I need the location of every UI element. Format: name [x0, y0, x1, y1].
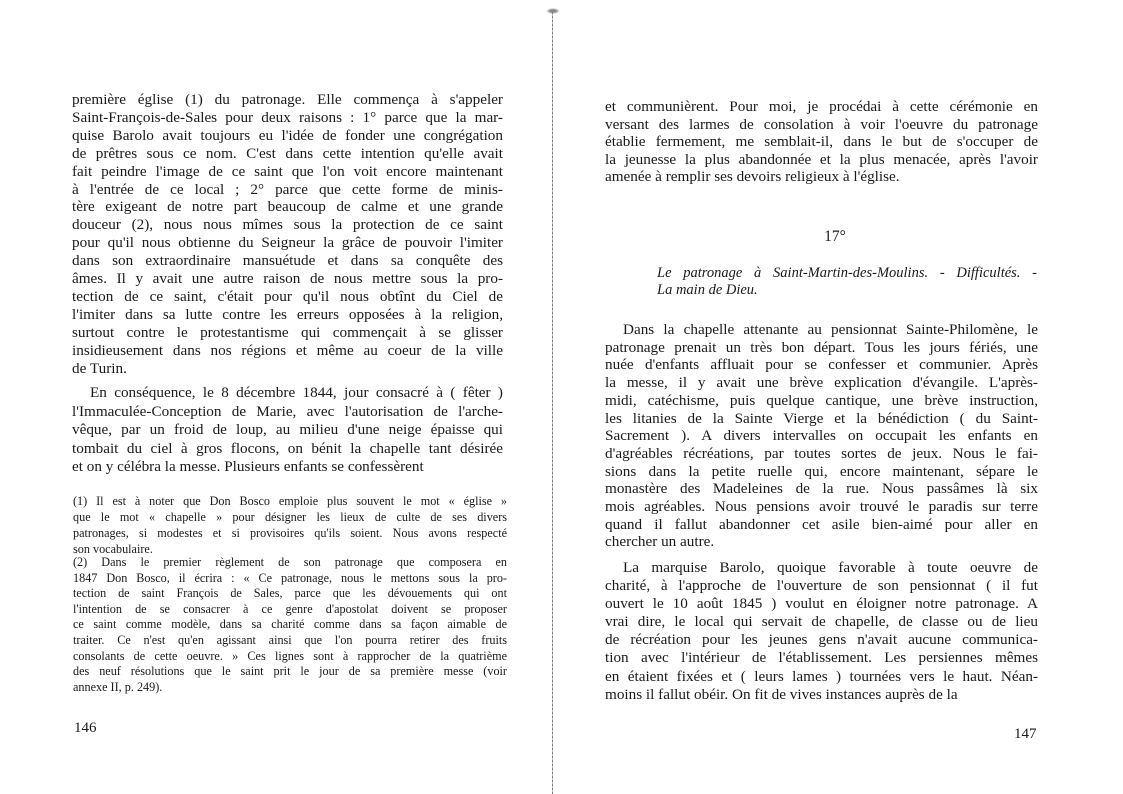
text-line: première église (1) du patronage. Elle commença à s'appeler: [72, 91, 503, 108]
text-line: en étaient fixées et ( leurs lames ) tournées vers le haut. Néan-: [605, 667, 1038, 685]
text-line: dans son extraordinaire mansuétude et dans sa conquête des: [72, 252, 503, 270]
footnote-1: [73, 493, 507, 557]
text-line: Le patronage à Saint-Martin-des-Moulins. - Difficultés. -: [657, 265, 1037, 281]
text-line: que le mot « chapelle » pour désigner les lieux de culte de ses divers: [73, 510, 507, 524]
text-line: vrai dire, le local qui servait de chapelle, de classe ou de lieu: [605, 613, 1038, 631]
text-line: annexe II, p. 249).: [73, 679, 163, 694]
text-line: La marquise Barolo, quoique favorable à toute oeuvre de: [623, 559, 1038, 576]
text-line: mois agréables. Nous pensions avoir trouvé le paradis sur terre: [605, 498, 1038, 516]
text-line: quise Barolo avait toujours eu l'idée de fonder une congrégation: [72, 126, 503, 144]
text-line: et communièrent. Pour moi, je procédai à cette cérémonie en: [605, 98, 1038, 115]
text-line: tection de saint François de Sales, parce que les dévouements qui ont: [73, 586, 507, 601]
text-line: à l'entrée de ce local ; 2° parce que cette forme de minis-: [72, 180, 503, 198]
text-line: consolants de cette oeuvre. » Ces lignes sont à rapprocher de la quatrième: [73, 648, 507, 663]
text-line: Dans la chapelle attenante au pensionnat Sainte-Philomène, le: [623, 321, 1038, 338]
text-line: vêque, par un froid de loup, au milieu d'une neige épaisse qui: [72, 421, 503, 438]
text-line: tion avec l'intérieur de l'établissement. Les persiennes mêmes: [605, 649, 1038, 667]
page-number: 146: [74, 720, 97, 736]
text-line: et on y célébra la messe. Plusieurs enfants se confessèrent: [72, 458, 424, 475]
footnote-2: [73, 555, 507, 695]
text-line: d'agréables récréations, par toutes sortes de jeux. Nous le fai-: [605, 444, 1038, 462]
text-line: (2) Dans le premier règlement de son patronage que composera en: [73, 555, 507, 569]
text-line: nuée d'enfants affluait pour se confesser et communier. Après: [605, 356, 1038, 374]
text-line: tection de ce saint, c'était pour qu'il nous obtînt du Ciel de: [72, 287, 503, 305]
text-line: En conséquence, le 8 décembre 1844, jour consacré à ( fêter ): [90, 384, 503, 401]
text-line: surtout contre le protestantisme qui commençait à se glisser: [72, 323, 503, 341]
text-line: sions dans la petite ruelle qui, encore maintenant, sépare le: [605, 462, 1038, 480]
text-line: âmes. Il y avait une autre raison de nous mettre sous la pro-: [72, 270, 503, 288]
text-line: fait peindre l'image de ce saint que l'on voit encore maintenant: [72, 162, 503, 180]
paragraph: [605, 321, 1038, 551]
text-line: de récréation pour les jeunes gens n'avait aucune communica-: [605, 631, 1038, 649]
text-line: Saint-François-de-Sales pour deux raisons : 1° parce que la mar-: [72, 108, 503, 126]
text-line: la jeunesse la plus abandonnée et la plus menacée, après l'avoir: [605, 150, 1038, 168]
text-line: de Turin.: [72, 359, 127, 377]
text-line: des neuf résolutions que le saint prit le jour de sa première messe (voir: [73, 664, 507, 679]
text-line: la messe, il y avait une brève explication d'évangile. L'après-: [605, 374, 1038, 392]
text-line: patronage prenait un très bon départ. Tous les jours fériés, une: [605, 338, 1038, 356]
text-line: moins il fallut obéir. On fit de vives instances auprès de la: [605, 685, 958, 703]
text-line: douceur (2), nous nous mîmes sous la protection de ce saint: [72, 216, 503, 234]
text-line: traiter. Ce n'est qu'en agissant ainsi que l'on pourra retirer des fruits: [73, 632, 507, 647]
text-line: La main de Dieu.: [657, 282, 758, 298]
text-line: ouvert le 10 août 1845 ) voulut en éloigner notre patronage. A: [605, 595, 1038, 613]
text-line: monastère des Madeleines de la rue. Nous passâmes là six: [605, 480, 1038, 498]
text-line: 1847 Don Bosco, il écrira : « Ce patronage, nous le mettons sous la pro-: [73, 570, 507, 585]
text-line: de prêtres sous ce nom. C'est dans cette intention qu'elle avait: [72, 144, 503, 162]
text-line: midi, catéchisme, puis quelque cantique, une brève instruction,: [605, 391, 1038, 409]
paragraph: [605, 98, 1038, 186]
text-line: tombait du ciel à gros flocons, on bénit la chapelle tant désirée: [72, 439, 503, 457]
chapter-number: 17°: [824, 228, 846, 245]
text-line: Sacrement ). A divers intervalles on occupait les enfants en: [605, 427, 1038, 445]
text-line: (1) Il est à noter que Don Bosco emploie plus souvent le mot « église »: [73, 494, 507, 508]
text-line: tère exigeant de notre part beaucoup de calme et une grande: [72, 198, 503, 216]
text-line: versant des larmes de consolation à voir l'oeuvre du patronage: [605, 115, 1038, 133]
book-gutter: [552, 12, 553, 794]
text-line: patronages, si modestes et si provisoires qu'ils soient. Nous avons respecté: [73, 526, 507, 540]
text-line: insidieusement dans nos régions et même au coeur de la ville: [72, 341, 503, 359]
text-line: pour qu'il nous obtienne du Seigneur la grâce de pouvoir l'imiter: [72, 234, 503, 252]
text-line: établie fermement, me semblait-il, dans le but de s'occuper de: [605, 133, 1038, 150]
chapter-heading: [657, 265, 1037, 299]
text-line: ce saint comme modèle, dans sa charité comme dans sa façon aimable de: [73, 617, 507, 632]
gutter-mark: [546, 8, 560, 14]
text-line: charité, à l'approche de l'ouverture de son pensionnat ( il fut: [605, 577, 1038, 595]
paragraph: [72, 91, 503, 378]
page-number: 147: [1014, 726, 1037, 742]
text-line: chercher un autre.: [605, 533, 715, 551]
text-line: son vocabulaire.: [73, 542, 153, 556]
text-line: amenée à remplir ses devoirs religieux à l'église.: [605, 168, 900, 185]
paragraph: [72, 384, 503, 477]
text-line: l'imiter dans sa lutte contre les erreurs opposées à la religion,: [72, 305, 503, 323]
text-line: les litanies de la Sainte Vierge et la bénédiction ( du Saint-: [605, 409, 1038, 427]
text-line: quand il fallut abandonner cet asile bien-aimé pour aller en: [605, 515, 1038, 533]
paragraph: [605, 559, 1038, 704]
text-line: l'intention de se consacrer à ce genre d'apostolat doivent se proposer: [73, 601, 507, 616]
text-line: l'Immaculée-Conception de Marie, avec l'autorisation de l'arche-: [72, 402, 503, 420]
